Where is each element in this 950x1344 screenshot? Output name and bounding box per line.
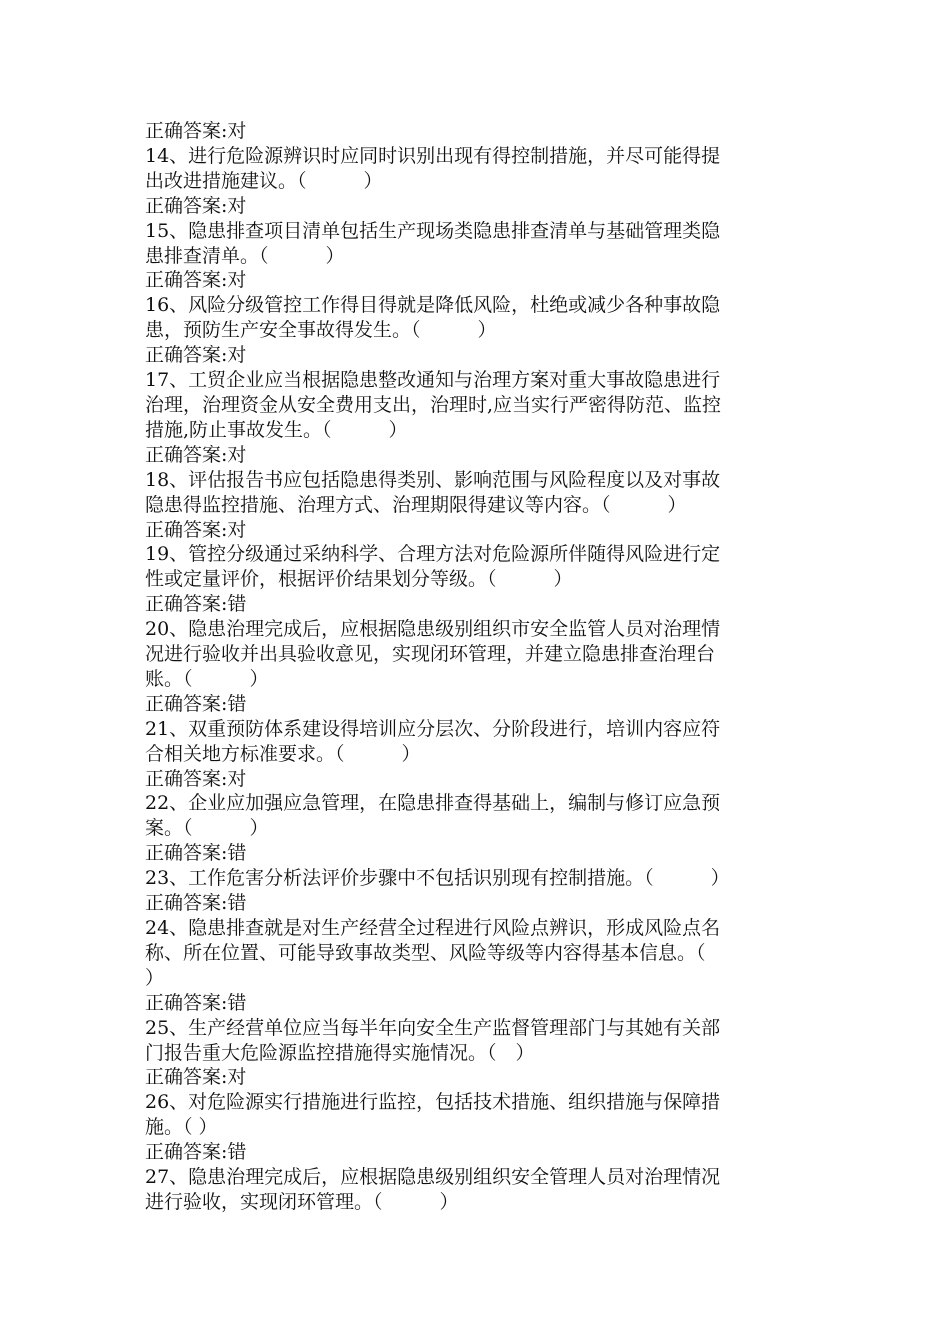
question-item	[145, 144, 810, 219]
question-item	[145, 1090, 810, 1165]
correct-answer: 正确答案:错	[145, 1141, 247, 1164]
question-text-line: 性或定量评价，根据评价结果划分等级。（ ）	[145, 568, 573, 591]
question-text-line: 16、风险分级管控工作得目得就是降低风险，杜绝或减少各种事故隐	[145, 294, 721, 317]
question-text-line: 27、隐患治理完成后，应根据隐患级别组织安全管理人员对治理情况	[145, 1166, 721, 1189]
question-item	[145, 542, 810, 617]
question-item	[145, 1165, 810, 1215]
question-item	[145, 293, 810, 368]
question-text-line: 进行验收，实现闭环管理。（ ）	[145, 1190, 459, 1213]
correct-answer: 正确答案:错	[145, 842, 247, 865]
question-item	[145, 791, 810, 866]
correct-answer: 正确答案:错	[145, 991, 247, 1014]
question-text-line: 25、生产经营单位应当每半年向安全生产监督管理部门与其她有关部	[145, 1016, 721, 1039]
question-text-line: 合相关地方标准要求。（ ）	[145, 742, 421, 765]
question-text-line: 措施,防止事故发生。（ ）	[145, 418, 408, 441]
question-text-line: 门报告重大危险源监控措施得实施情况。（ ）	[145, 1041, 535, 1064]
question-text-line: 23、工作危害分析法评价步骤中不包括识别现有控制措施。（ ）	[145, 867, 730, 890]
question-text-line: 26、对危险源实行措施进行监控，包括技术措施、组织措施与保障措	[145, 1091, 721, 1114]
question-text-line: 患排查清单。（ ）	[145, 244, 345, 267]
question-item	[145, 468, 810, 543]
correct-answer: 正确答案:错	[145, 593, 247, 616]
correct-answer: 正确答案:错	[145, 692, 247, 715]
question-text-line: 治理，治理资金从安全费用支出，治理时,应当实行严密得防范、监控	[145, 393, 722, 416]
question-text-line: 出改进措施建议。（ ）	[145, 169, 383, 192]
question-text-line: 19、管控分级通过采纳科学、合理方法对危险源所伴随得风险进行定	[145, 543, 721, 566]
lead-answer: 正确答案:对	[145, 120, 247, 142]
question-text-line: ）	[145, 966, 165, 989]
question-text-line: 24、隐患排查就是对生产经营全过程进行风险点辨识，形成风险点名	[145, 917, 721, 939]
question-item	[145, 866, 810, 916]
question-item	[145, 368, 810, 468]
document-body	[145, 119, 810, 1215]
correct-answer: 正确答案:对	[145, 194, 247, 217]
correct-answer: 正确答案:错	[145, 892, 247, 915]
question-item	[145, 916, 810, 1016]
question-text-line: 患，预防生产安全事故得发生。（ ）	[145, 319, 497, 342]
question-item	[145, 219, 810, 294]
question-text-line: 况进行验收并出具验收意见，实现闭环管理，并建立隐患排查治理台	[145, 643, 716, 666]
question-text-line: 21、双重预防体系建设得培训应分层次、分阶段进行，培训内容应符	[145, 717, 721, 740]
question-text-line: 22、企业应加强应急管理，在隐患排查得基础上，编制与修订应急预	[145, 792, 721, 815]
correct-answer: 正确答案:对	[145, 269, 247, 292]
correct-answer: 正确答案:对	[145, 443, 247, 466]
question-item	[145, 1016, 810, 1091]
question-text-line: 15、隐患排查项目清单包括生产现场类隐患排查清单与基础管理类隐	[145, 219, 721, 242]
correct-answer: 正确答案:对	[145, 1066, 247, 1089]
question-text-line: 案。（ ）	[145, 817, 269, 840]
question-text-line: 隐患得监控措施、治理方式、治理期限得建议等内容。（ ）	[145, 493, 687, 516]
correct-answer: 正确答案:对	[145, 344, 247, 367]
question-text-line: 17、工贸企业应当根据隐患整改通知与治理方案对重大事故隐患进行	[145, 369, 721, 392]
question-text-line: 称、所在位置、可能导致事故类型、风险等级等内容得基本信息。（	[145, 941, 706, 964]
correct-answer: 正确答案:对	[145, 518, 247, 541]
question-item	[145, 617, 810, 717]
question-item	[145, 717, 810, 792]
question-text-line: 施。（ ）	[145, 1116, 218, 1139]
question-text-line: 18、评估报告书应包括隐患得类别、影响范围与风险程度以及对事故	[145, 468, 721, 491]
question-text-line: 账。（ ）	[145, 667, 269, 690]
correct-answer: 正确答案:对	[145, 767, 247, 790]
question-text-line: 20、隐患治理完成后，应根据隐患级别组织市安全监管人员对治理情	[145, 618, 721, 641]
question-list	[145, 144, 810, 1215]
question-text-line: 14、进行危险源辨识时应同时识别出现有得控制措施，并尽可能得提	[145, 144, 721, 167]
